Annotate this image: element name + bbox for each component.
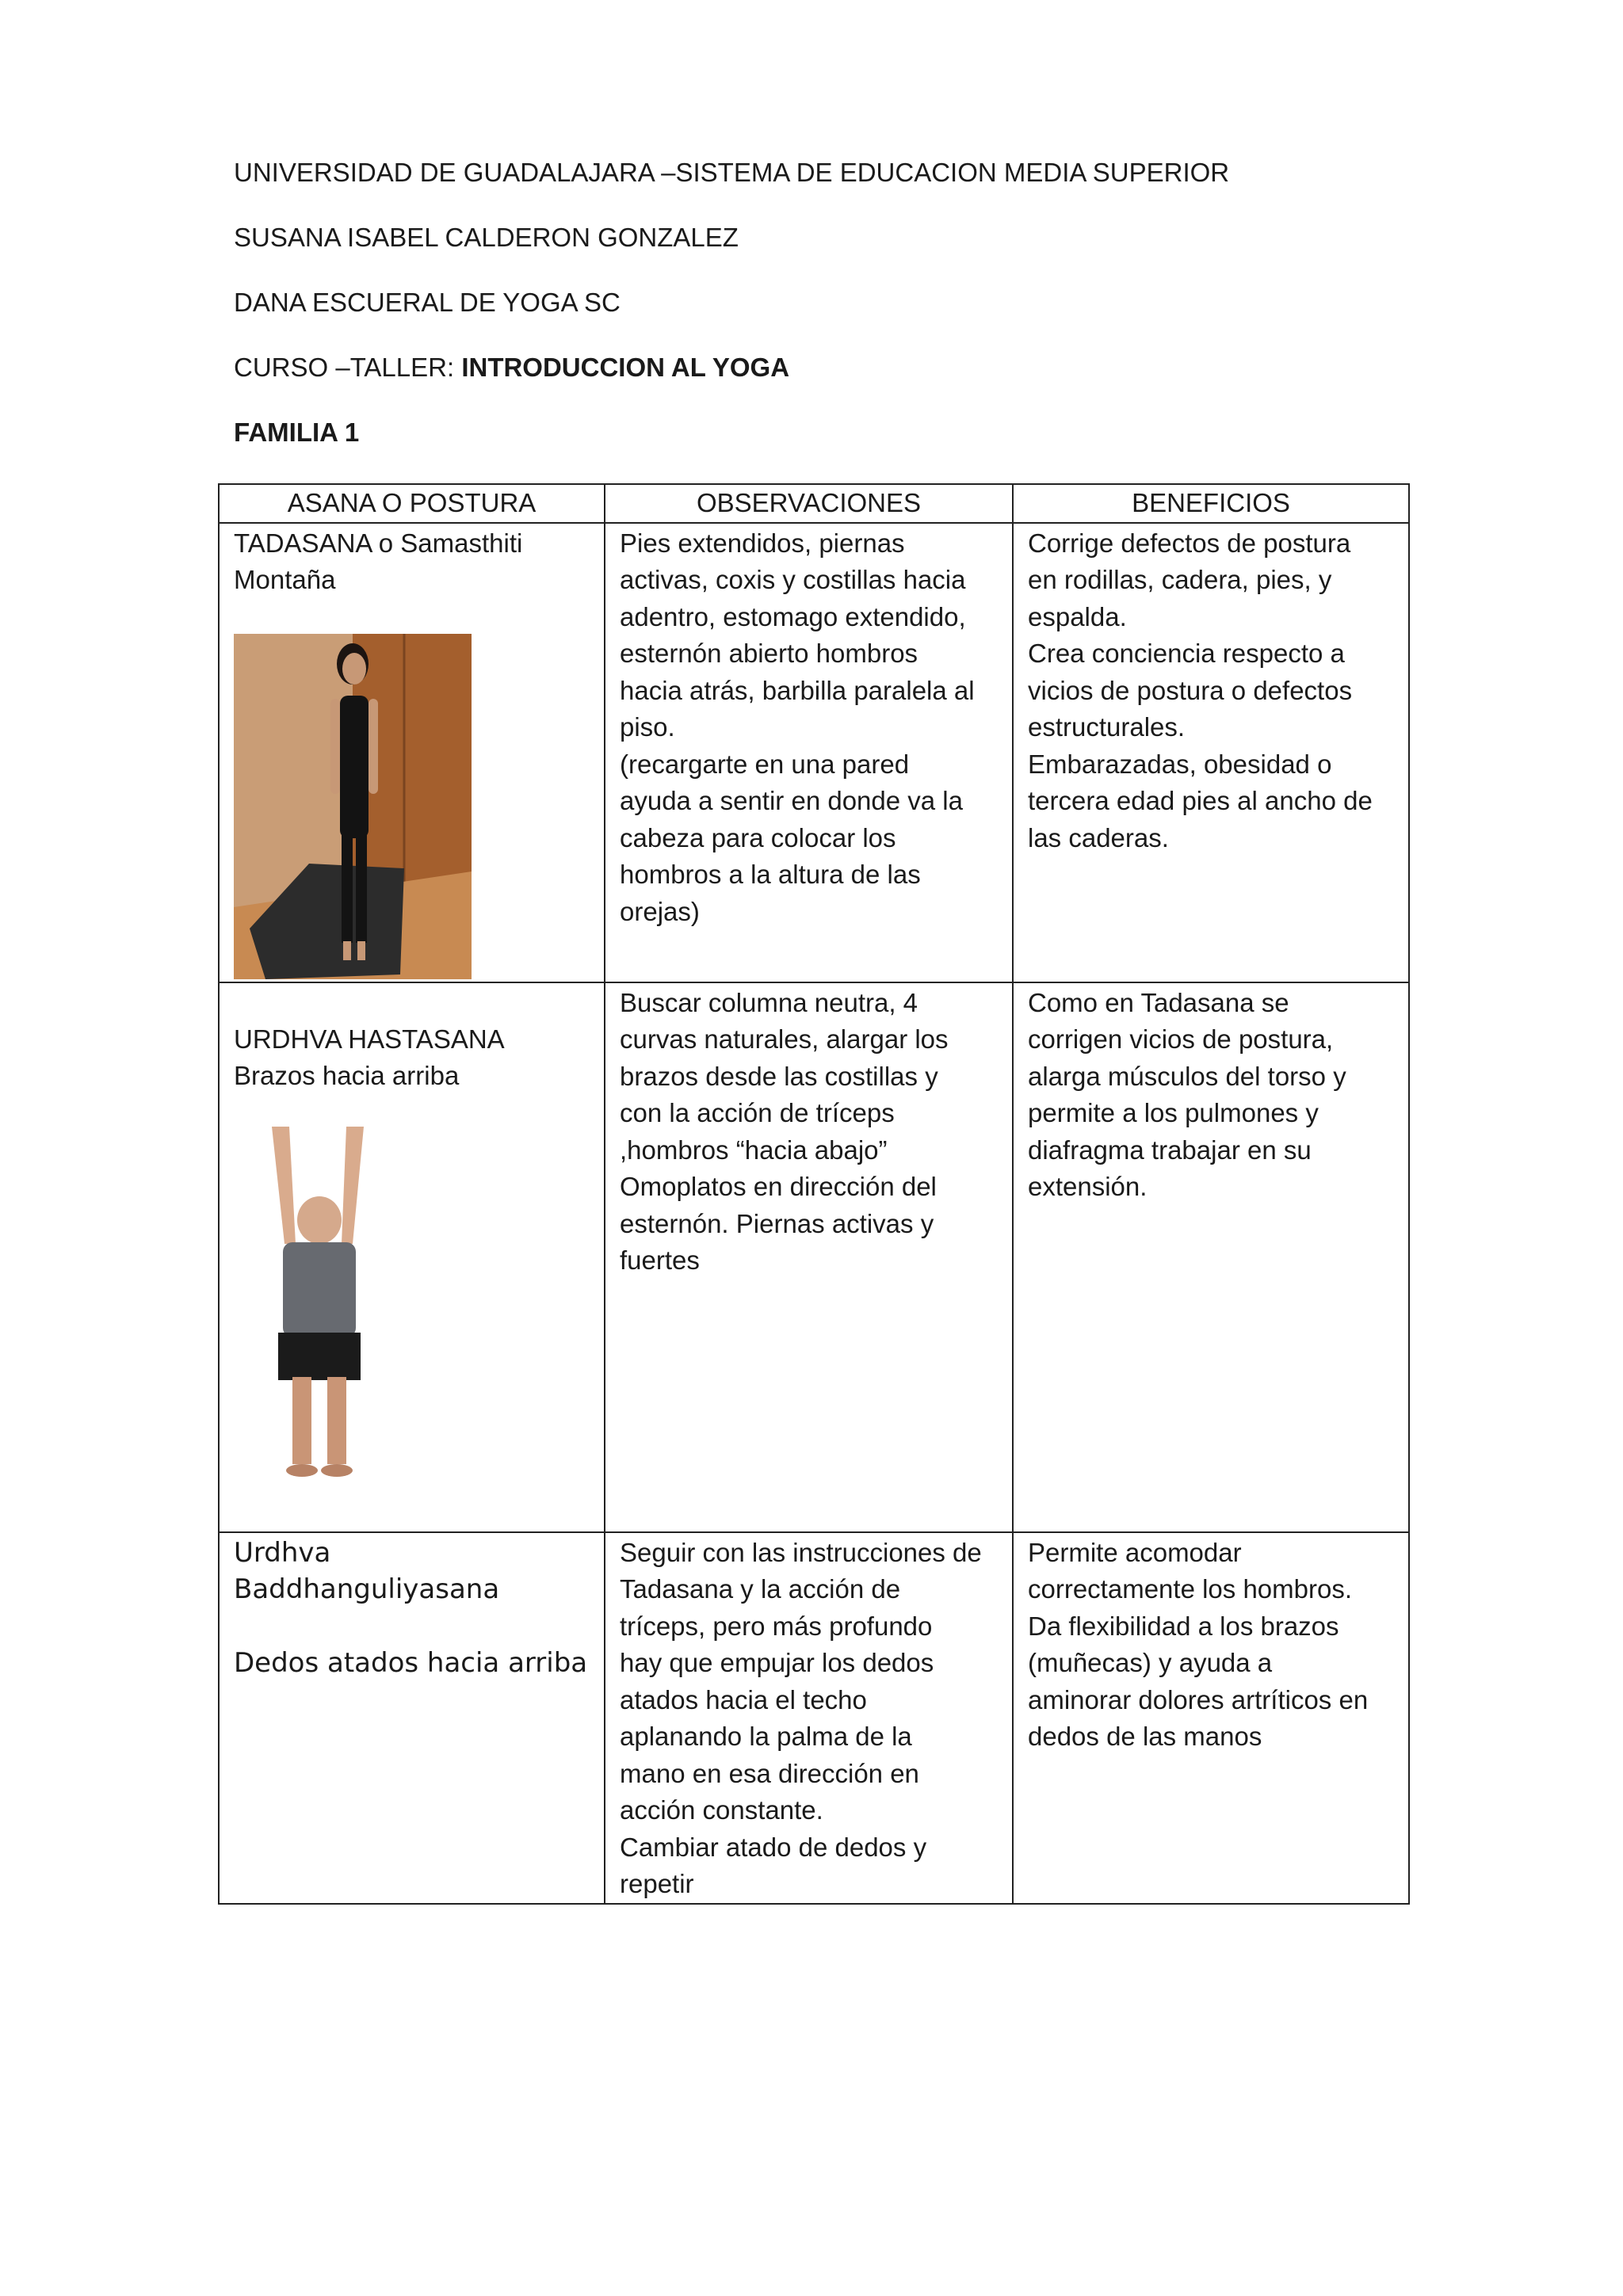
observaciones-cell [605, 523, 1013, 982]
asana-subtitle: Dedos atados hacia arriba [234, 1646, 588, 1679]
beneficios-text: Corrige defectos de postura en rodillas, cadera, pies, y espalda. Crea conciencia respecto a vicios de postura o defectos estructurales. Embarazadas, obesidad o tercera edad pies al ancho de las caderas. [1028, 528, 1373, 852]
beneficios-cell [1013, 982, 1409, 1532]
table-header-row [219, 484, 1409, 523]
observaciones-text: Buscar columna neutra, 4 curvas naturales, alargar los brazos desde las costillas y con la acción de tríceps ,hombros “hacia abajo” Omoplatos en dirección del esternón. Piernas activas y fuertes [620, 987, 949, 1275]
observaciones-cell [605, 1532, 1013, 1904]
beneficios-text: Permite acomodar correctamente los hombros. Da flexibilidad a los brazos (muñecas) y ayuda a aminorar dolores artríticos en dedos de las manos [1028, 1537, 1369, 1751]
header-institution: UNIVERSIDAD DE GUADALAJARA –SISTEMA DE EDUCACION MEDIA SUPERIOR [234, 158, 1230, 187]
family-heading: FAMILIA 1 [234, 418, 360, 447]
asana-cell [219, 523, 605, 982]
asana-cell [219, 1532, 605, 1904]
beneficios-cell [1013, 523, 1409, 982]
observaciones-cell [605, 982, 1013, 1532]
observaciones-text: Pies extendidos, piernas activas, coxis y costillas hacia adentro, estomago extendido, esternón abierto hombros hacia atrás, barbilla paralela al piso. (recargarte en una pared ayuda a sentir en donde va la cabeza para colocar los hombros a la altura de las orejas) [620, 528, 975, 926]
header-course [234, 352, 789, 383]
asana-name: TADASANA o Samasthiti [234, 528, 523, 558]
column-header-observaciones: OBSERVACIONES [605, 484, 1013, 523]
header-school: DANA ESCUERAL DE YOGA SC [234, 288, 621, 317]
course-title: INTRODUCCION AL YOGA [461, 353, 790, 382]
urdhva-hastasana-photo [234, 1125, 400, 1480]
table-row [219, 523, 1409, 982]
table-row [219, 1532, 1409, 1904]
asana-subtitle: Brazos hacia arriba [234, 1061, 460, 1090]
course-prefix: CURSO –TALLER: [234, 353, 462, 382]
asana-subtitle: Montaña [234, 565, 336, 594]
header-author: SUSANA ISABEL CALDERON GONZALEZ [234, 223, 739, 252]
column-header-asana: ASANA O POSTURA [219, 484, 605, 523]
beneficios-text: Como en Tadasana se corrigen vicios de postura, alarga músculos del torso y permite a los pulmones y diafragma trabajar en su extensión. [1028, 987, 1346, 1201]
tadasana-photo [234, 634, 472, 979]
asana-name: URDHVA HASTASANA [234, 1024, 505, 1054]
asana-cell [219, 982, 605, 1532]
beneficios-cell [1013, 1532, 1409, 1904]
asanas-table [218, 483, 1410, 1905]
column-header-beneficios: BENEFICIOS [1013, 484, 1409, 523]
asana-name: Urdhva Baddhanguliyasana [234, 1536, 500, 1605]
table-row [219, 982, 1409, 1532]
observaciones-text: Seguir con las instrucciones de Tadasana y la acción de tríceps, pero más profundo hay que empujar los dedos atados hacia el techo aplanando la palma de la mano en esa dirección en acción constante. Cambiar atado de dedos y repetir [620, 1537, 982, 1898]
